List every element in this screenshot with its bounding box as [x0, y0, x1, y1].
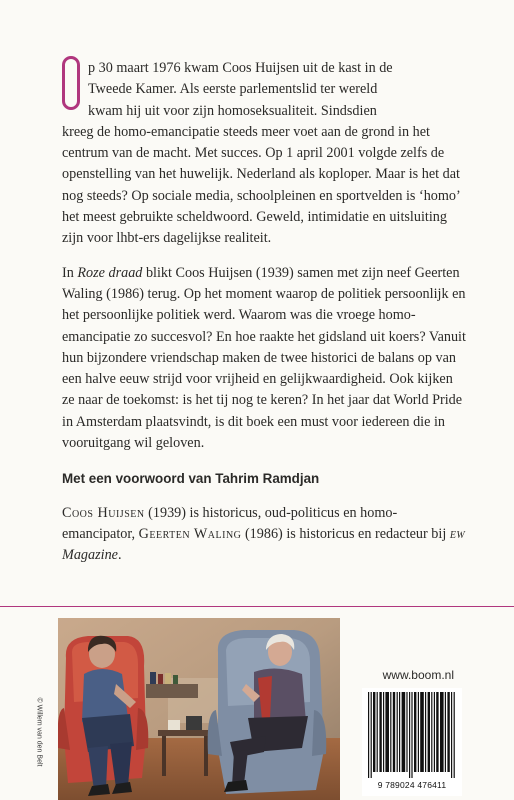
painting-credit: © Willem van den Belt — [35, 697, 43, 767]
author-name-1: Coos Huijsen — [62, 504, 145, 521]
magazine-prefix: ew — [449, 525, 466, 542]
barcode-bars — [362, 688, 462, 780]
magazine-name: Magazine — [62, 547, 118, 564]
paragraph-1-line: als koploper. Maar is het dat nog steeds? Op sociale media, — [62, 166, 460, 204]
foreword-note: Met een voorwoord van Tahrim Ramdjan — [62, 471, 320, 487]
blurb-text — [62, 58, 467, 567]
paragraph-1-line: in het centrum van de macht. Met succes. Op 1 april 2001 — [62, 123, 430, 162]
paragraph-1-line: scheldwoord. Geweld, intimidatie en uitsluiting zijn voor — [62, 209, 447, 247]
paragraph-1-line: schoolpleinen en sportvelden is ‘homo’ het meest gebruikte — [62, 187, 460, 226]
paragraph-1 — [62, 58, 467, 250]
paragraph-1-line: lhbt-ers dagelijkse realiteit. — [116, 230, 272, 247]
paragraph-1-line: kreeg de homo-emancipatie steeds meer voet aan de grond — [62, 123, 395, 140]
book-title: Roze draad — [77, 264, 143, 281]
cover-painting — [58, 618, 340, 800]
isbn-number: 9 789024 476411 — [362, 780, 462, 790]
publisher-website[interactable]: www.boom.nl — [382, 668, 454, 682]
paragraph-1-line: p 30 maart 1976 kwam Coos Huijsen uit de kast in de — [88, 60, 393, 76]
author-bio: Coos Huijsen (1939) is historicus, oud-politicus en homo-emancipator, Geerten Waling (1986) is historicus en redacteur bij ew Magazine. — [62, 504, 466, 564]
painting-illustration — [58, 618, 340, 800]
divider-line — [0, 606, 514, 607]
paragraph-1-line: Tweede Kamer. Als eerste parlementslid ter wereld — [88, 81, 378, 98]
author-name-2: Geerten Waling — [138, 525, 242, 542]
paragraph-1-line: volgde zelfs de openstelling van het huwelijk. Nederland — [62, 145, 445, 183]
paragraph-1-line: kwam hij uit voor zijn homoseksualiteit. Sindsdien — [88, 102, 377, 119]
paragraph-2: In Roze draad blikt Coos Huijsen (1939) samen met zijn neef Geerten Waling (1986) terug. Op het moment waarop de politiek persoonlijk en het persoonlijke politiek werd. Waarom was die vroege homo-emancipatie zo succesvol? En hoe raakte het gidsland uit koers? Vanuit hun bijzondere vriendschap maken de twee historici de balans op van een halve eeuw strijd voor vrijheid en gelijkwaardigheid. Ook kijken ze naar de toekomst: is het tij nog te keren? In het jaar dat World Pride in Amsterdam plaatsvindt, is dit boek een must voor iedereen die in vooruitgang wil geloven. — [62, 264, 466, 452]
